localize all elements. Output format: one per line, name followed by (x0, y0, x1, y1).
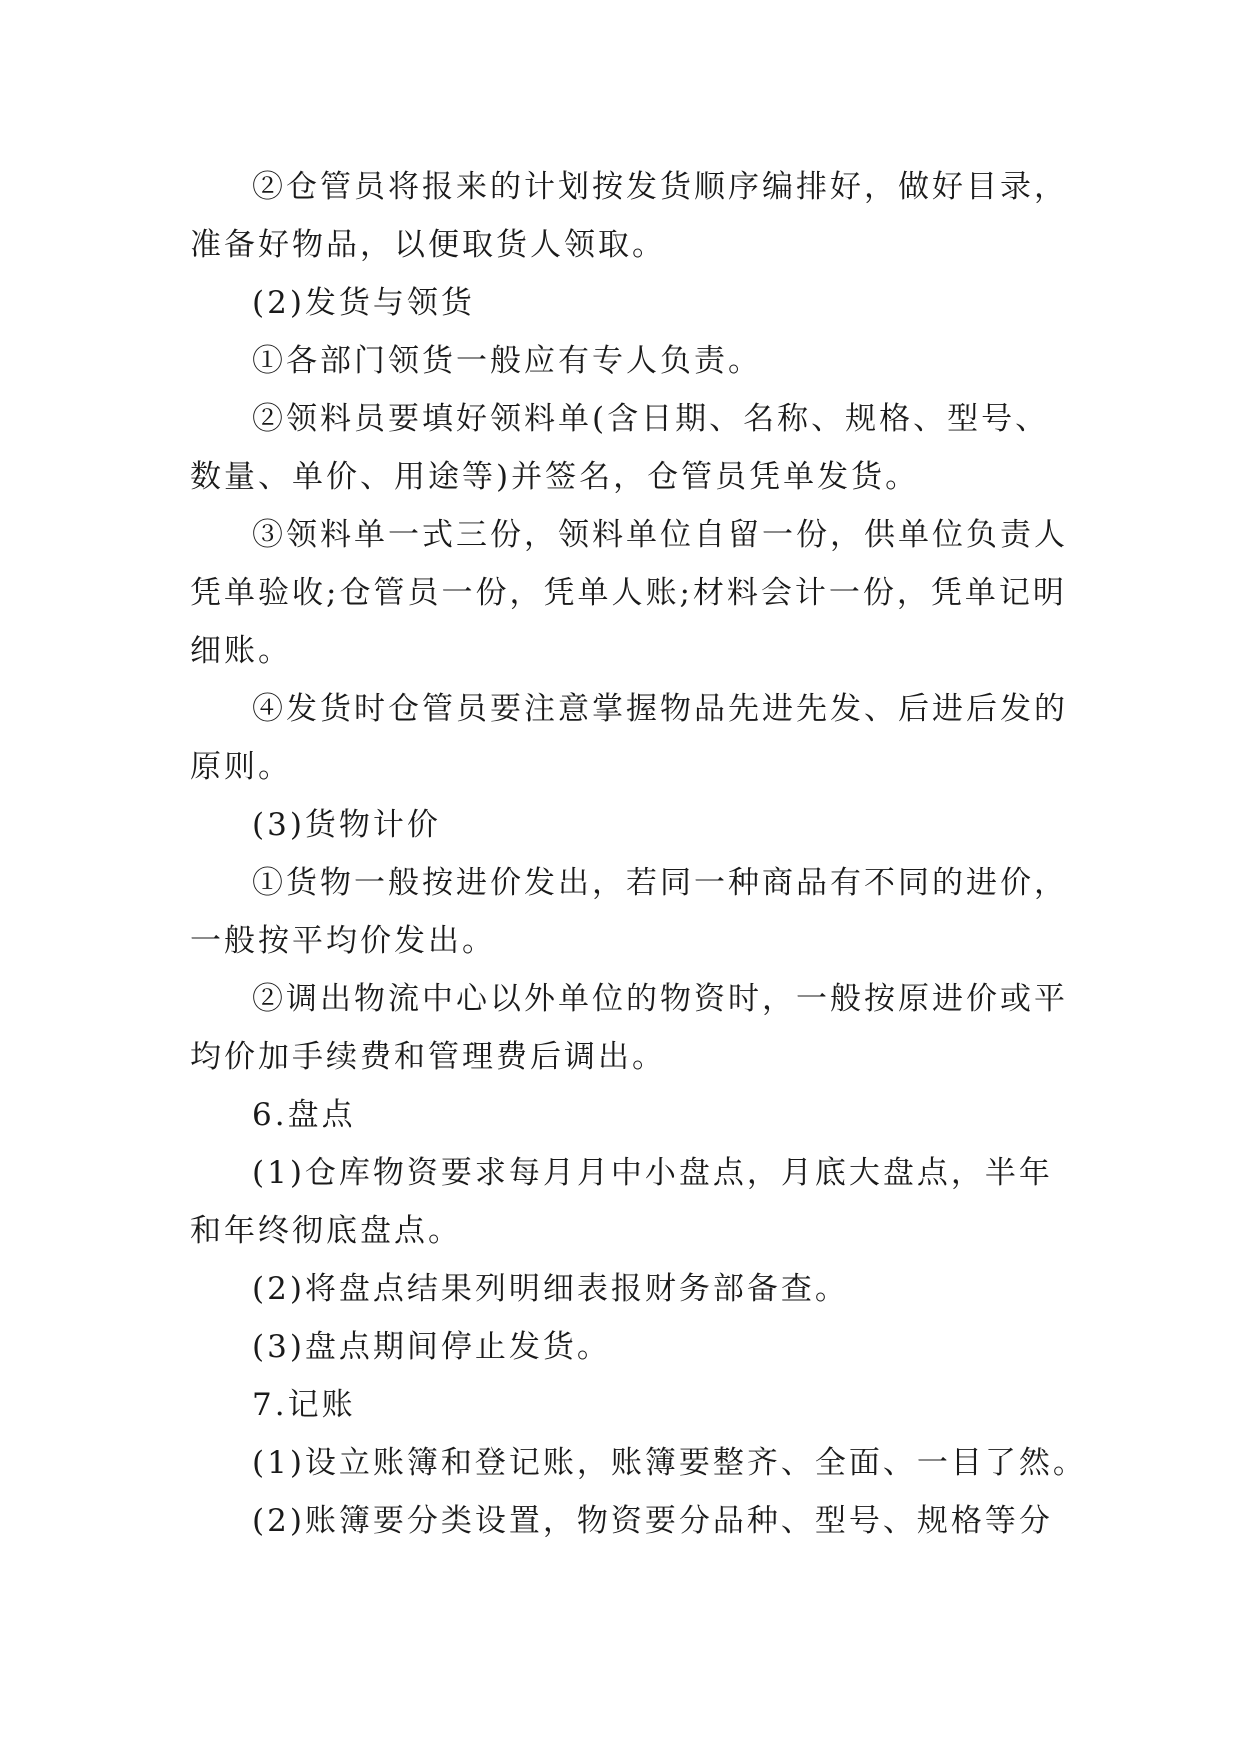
body-line: (2)将盘点结果列明细表报财务部备查。 (252, 1271, 849, 1307)
body-line: ②领料员要填好领料单(含日期、名称、规格、型号、 (252, 401, 1050, 437)
body-line: ①货物一般按进价发出，若同一种商品有不同的进价， (252, 865, 1068, 901)
body-line: 原则。 (190, 749, 292, 785)
body-line: ②仓管员将报来的计划按发货顺序编排好，做好目录， (252, 169, 1068, 205)
body-line: (3)盘点期间停止发货。 (252, 1329, 611, 1365)
body-line: (2)账簿要分类设置，物资要分品种、型号、规格等分 (252, 1503, 1053, 1539)
body-line: ③领料单一式三份，领料单位自留一份，供单位负责人 (252, 517, 1068, 553)
document-body (190, 158, 1087, 1550)
body-line: 数量、单价、用途等)并签名，仓管员凭单发货。 (190, 459, 920, 495)
body-line: (3)货物计价 (252, 807, 441, 843)
body-line: 准备好物品，以便取货人领取。 (190, 227, 666, 263)
body-line: 一般按平均价发出。 (190, 923, 496, 959)
body-line: 7.记账 (252, 1387, 356, 1423)
body-line: ①各部门领货一般应有专人负责。 (252, 343, 762, 379)
body-line: 凭单验收;仓管员一份，凭单人账;材料会计一份，凭单记明 (190, 575, 1067, 611)
body-line: 6.盘点 (252, 1097, 356, 1133)
body-line: ②调出物流中心以外单位的物资时，一般按原进价或平 (252, 981, 1068, 1017)
body-line: 均价加手续费和管理费后调出。 (190, 1039, 666, 1075)
body-line: (1)仓库物资要求每月月中小盘点，月底大盘点，半年 (252, 1155, 1053, 1191)
body-line: 细账。 (190, 633, 292, 669)
body-line: 和年终彻底盘点。 (190, 1213, 462, 1249)
body-line: (1)设立账簿和登记账，账簿要整齐、全面、一目了然。 (252, 1445, 1087, 1481)
body-line: (2)发货与领货 (252, 285, 475, 321)
body-line: ④发货时仓管员要注意掌握物品先进先发、后进后发的 (252, 691, 1068, 727)
